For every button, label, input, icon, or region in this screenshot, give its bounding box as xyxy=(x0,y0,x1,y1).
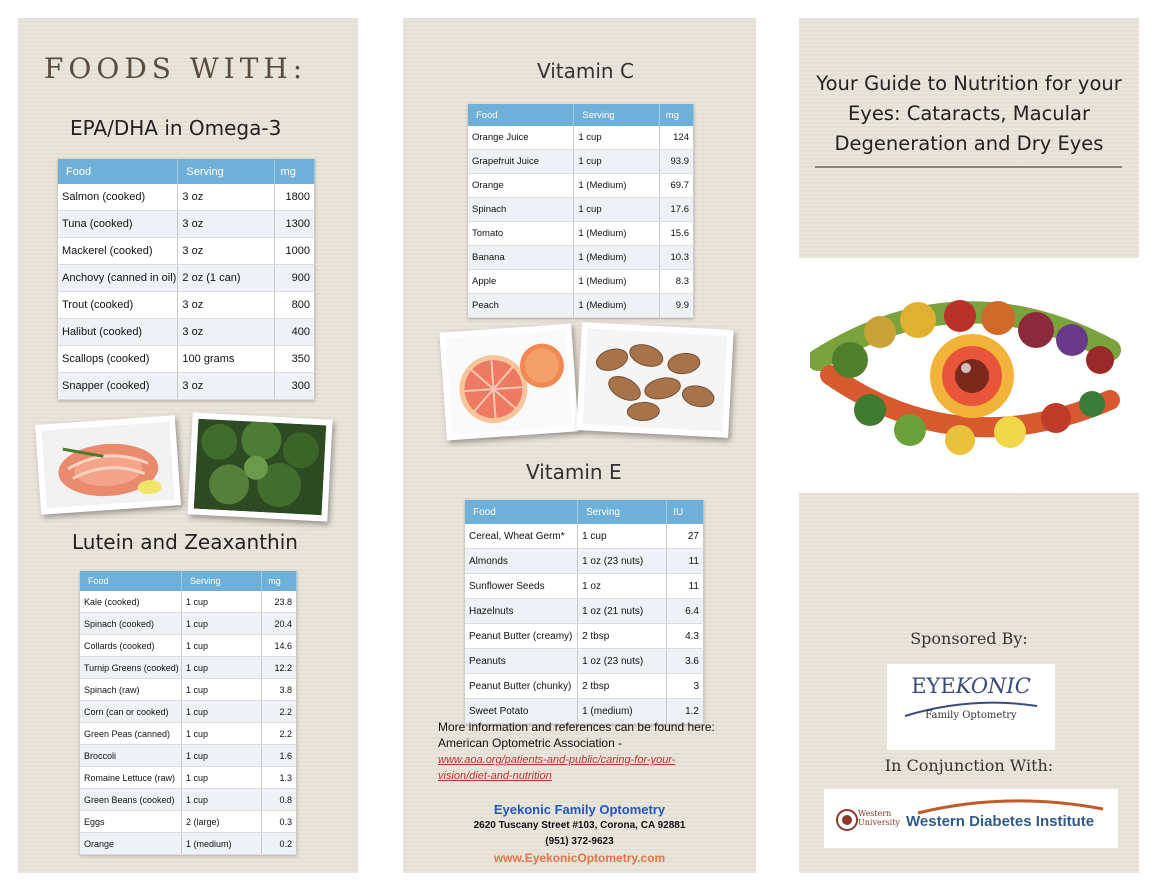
table-row xyxy=(80,591,297,613)
table-row xyxy=(465,624,704,649)
practice-name: Eyekonic Family Optometry xyxy=(493,802,666,817)
table-row xyxy=(80,723,297,745)
food-eye-image xyxy=(810,290,1125,460)
table-cell: 2.2 xyxy=(262,723,297,745)
table-cell: Romaine Lettuce (raw) xyxy=(80,767,181,789)
table-cell: Tomato xyxy=(468,222,574,246)
table-cell: Almonds xyxy=(465,549,578,574)
column-header: Food xyxy=(80,571,181,591)
table-row xyxy=(58,238,315,265)
table-cell: 14.6 xyxy=(262,635,297,657)
foods-with-heading: FOODS WITH: xyxy=(44,52,308,85)
table-cell: 17.6 xyxy=(659,198,693,222)
table-header-row xyxy=(465,500,704,524)
table-cell: 1 cup xyxy=(181,657,261,679)
table-cell: 10.3 xyxy=(659,246,693,270)
table-cell: 1 cup xyxy=(181,767,261,789)
table-cell: 1 (medium) xyxy=(578,699,667,724)
table-cell: 8.3 xyxy=(659,270,693,294)
table-cell: Hazelnuts xyxy=(465,599,578,624)
sponsored-by-label: Sponsored By: xyxy=(910,629,1028,648)
in-conjunction-label: In Conjunction With: xyxy=(884,756,1054,775)
table-cell: 69.7 xyxy=(659,174,693,198)
table-cell: 11 xyxy=(667,574,704,599)
table-cell: 350 xyxy=(274,346,314,373)
table-cell: Halibut (cooked) xyxy=(58,319,178,346)
food-eye-illustration xyxy=(810,290,1125,460)
table-cell: 1 oz xyxy=(578,574,667,599)
table-cell: Spinach xyxy=(468,198,574,222)
table-row xyxy=(468,150,694,174)
table-row xyxy=(468,294,694,318)
wu-seal-icon xyxy=(836,808,858,832)
table-cell: 900 xyxy=(274,265,314,292)
table-cell: 1 oz (23 nuts) xyxy=(578,649,667,674)
table-row xyxy=(468,246,694,270)
eyekonic-logo xyxy=(887,664,1055,750)
table-cell: 3 oz xyxy=(178,292,274,319)
table-cell: Scallops (cooked) xyxy=(58,346,178,373)
table-cell: Mackerel (cooked) xyxy=(58,238,178,265)
table-header-row xyxy=(468,104,694,126)
almonds-image xyxy=(583,328,728,431)
column-header: Serving xyxy=(181,571,261,591)
table-cell: Orange xyxy=(468,174,574,198)
table-cell: 11 xyxy=(667,549,704,574)
table-row xyxy=(58,346,315,373)
table-cell: 2.2 xyxy=(262,701,297,723)
table-row xyxy=(80,657,297,679)
table-row xyxy=(80,767,297,789)
aoa-link-block xyxy=(438,752,675,784)
table-cell: 1 (Medium) xyxy=(574,270,659,294)
table-cell: 2 (large) xyxy=(181,811,261,833)
logo-eye: EYE xyxy=(911,674,956,698)
table-row xyxy=(465,599,704,624)
column-header: mg xyxy=(659,104,693,126)
table-row xyxy=(465,574,704,599)
table-cell: 3 oz xyxy=(178,184,274,211)
column-header: Food xyxy=(468,104,574,126)
table-row xyxy=(58,265,315,292)
table-cell: 1 oz (21 nuts) xyxy=(578,599,667,624)
column-header: Serving xyxy=(178,159,274,184)
table-cell: 3 oz xyxy=(178,211,274,238)
title-underline xyxy=(815,166,1122,168)
table-cell: 1 (Medium) xyxy=(574,246,659,270)
table-cell: Grapefruit Juice xyxy=(468,150,574,174)
table-cell: Banana xyxy=(468,246,574,270)
table-row xyxy=(465,674,704,699)
table-cell: Eggs xyxy=(80,811,181,833)
table-header-row xyxy=(58,159,315,184)
table-cell: 0.3 xyxy=(262,811,297,833)
omega-section-title: EPA/DHA in Omega-3 xyxy=(70,116,282,140)
table-row xyxy=(58,319,315,346)
table-cell: 3.8 xyxy=(262,679,297,701)
column-header: IU xyxy=(667,500,704,524)
kale-photo xyxy=(187,412,332,521)
table-row xyxy=(465,524,704,549)
table-cell: 1 (Medium) xyxy=(574,222,659,246)
table-cell: 1 cup xyxy=(181,635,261,657)
wdi-swoosh-icon xyxy=(908,795,1108,815)
lutein-table xyxy=(80,571,297,855)
table-cell: Sunflower Seeds xyxy=(465,574,578,599)
table-cell: Green Beans (cooked) xyxy=(80,789,181,811)
table-cell: 93.9 xyxy=(659,150,693,174)
table-cell: 12.2 xyxy=(262,657,297,679)
vitamin-e-table xyxy=(465,500,704,724)
table-row xyxy=(468,270,694,294)
right-sponsor-panel xyxy=(799,493,1139,873)
table-cell: 27 xyxy=(667,524,704,549)
table-cell: Turnip Greens (cooked) xyxy=(80,657,181,679)
table-cell: 1 cup xyxy=(578,524,667,549)
table-cell: 2 oz (1 can) xyxy=(178,265,274,292)
lutein-section-title: Lutein and Zeaxanthin xyxy=(72,530,298,554)
table-cell: Snapper (cooked) xyxy=(58,373,178,400)
table-cell: Peanut Butter (creamy) xyxy=(465,624,578,649)
table-row xyxy=(58,184,315,211)
left-panel xyxy=(18,18,358,873)
table-header-row xyxy=(80,571,297,591)
column-header: Serving xyxy=(574,104,659,126)
table-cell: Corn (can or cooked) xyxy=(80,701,181,723)
table-row xyxy=(465,649,704,674)
table-cell: Orange xyxy=(80,833,181,855)
table-cell: 124 xyxy=(659,126,693,150)
table-cell: 1 (Medium) xyxy=(574,294,659,318)
table-cell: 1 (medium) xyxy=(181,833,261,855)
column-header: Food xyxy=(465,500,578,524)
table-cell: 4.3 xyxy=(667,624,704,649)
table-cell: 2 tbsp xyxy=(578,624,667,649)
table-cell: Cereal, Wheat Germ* xyxy=(465,524,578,549)
table-cell: 1 oz (23 nuts) xyxy=(578,549,667,574)
table-row xyxy=(80,679,297,701)
table-cell: Sweet Potato xyxy=(465,699,578,724)
salmon-image xyxy=(41,422,174,509)
table-cell: 15.6 xyxy=(659,222,693,246)
table-cell: 1 cup xyxy=(574,150,659,174)
table-row xyxy=(58,373,315,400)
table-cell: Spinach (raw) xyxy=(80,679,181,701)
table-cell: Peanuts xyxy=(465,649,578,674)
table-row xyxy=(468,174,694,198)
wu-wordmark xyxy=(858,809,900,827)
table-cell: 3 oz xyxy=(178,319,274,346)
table-cell: Green Peas (canned) xyxy=(80,723,181,745)
middle-panel xyxy=(403,18,756,873)
vitamin-e-title: Vitamin E xyxy=(526,460,622,484)
grapefruit-photo xyxy=(439,324,578,441)
table-row xyxy=(468,222,694,246)
table-cell: 100 grams xyxy=(178,346,274,373)
table-cell: 1.2 xyxy=(667,699,704,724)
aoa-link-line2[interactable]: vision/diet-and-nutrition xyxy=(438,770,552,782)
table-row xyxy=(80,745,297,767)
salmon-photo xyxy=(35,415,181,515)
table-cell: Collards (cooked) xyxy=(80,635,181,657)
table-cell: Spinach (cooked) xyxy=(80,613,181,635)
more-info-text: More information and references can be found here: American Optometric Association - xyxy=(438,720,715,750)
table-cell: 3 oz xyxy=(178,238,274,265)
practice-address: 2620 Tuscany Street #103, Corona, CA 92881 xyxy=(473,820,686,831)
table-cell: Anchovy (canned in oil) xyxy=(58,265,178,292)
table-row xyxy=(468,198,694,222)
table-cell: Peanut Butter (chunky) xyxy=(465,674,578,699)
table-cell: 1 cup xyxy=(181,723,261,745)
table-cell: Broccoli xyxy=(80,745,181,767)
table-cell: 1 cup xyxy=(181,679,261,701)
table-cell: Trout (cooked) xyxy=(58,292,178,319)
table-cell: 3 oz xyxy=(178,373,274,400)
table-cell: Peach xyxy=(468,294,574,318)
practice-website[interactable]: www.EyekonicOptometry.com xyxy=(493,851,666,865)
table-row xyxy=(80,833,297,855)
vitamin-c-title: Vitamin C xyxy=(537,59,634,83)
table-cell: 300 xyxy=(274,373,314,400)
column-header: mg xyxy=(262,571,297,591)
wdi-logo xyxy=(824,789,1118,848)
table-cell: Kale (cooked) xyxy=(80,591,181,613)
table-cell: 6.4 xyxy=(667,599,704,624)
table-cell: 1.3 xyxy=(262,767,297,789)
table-cell: 1 cup xyxy=(574,198,659,222)
table-row xyxy=(80,789,297,811)
column-header: Food xyxy=(58,159,178,184)
table-cell: 1 cup xyxy=(181,591,261,613)
logo-subtitle: Family Optometry xyxy=(925,710,1017,721)
table-row xyxy=(465,549,704,574)
table-cell: Salmon (cooked) xyxy=(58,184,178,211)
table-cell: Tuna (cooked) xyxy=(58,211,178,238)
table-cell: 23.8 xyxy=(262,591,297,613)
column-header: mg xyxy=(274,159,314,184)
guide-title: Your Guide to Nutrition for your Eyes: Cataracts, Macular Degeneration and Dry Eyes xyxy=(816,72,1122,155)
omega-table xyxy=(58,159,315,400)
wdi-name: Western Diabetes Institute xyxy=(906,813,1095,830)
right-title-panel xyxy=(799,18,1139,258)
table-cell: 3.6 xyxy=(667,649,704,674)
wu-line2: University xyxy=(858,818,900,827)
table-cell: Apple xyxy=(468,270,574,294)
table-row xyxy=(58,292,315,319)
table-cell: 0.2 xyxy=(262,833,297,855)
table-cell: 1000 xyxy=(274,238,314,265)
table-row xyxy=(80,811,297,833)
table-cell: 1 cup xyxy=(574,126,659,150)
table-cell: 1800 xyxy=(274,184,314,211)
table-cell: 1 cup xyxy=(181,789,261,811)
table-cell: 1 cup xyxy=(181,701,261,723)
wu-line1: Western xyxy=(858,809,892,818)
table-cell: 20.4 xyxy=(262,613,297,635)
practice-phone: (951) 372-9623 xyxy=(545,836,614,847)
table-cell: 2 tbsp xyxy=(578,674,667,699)
table-cell: 0.8 xyxy=(262,789,297,811)
column-header: Serving xyxy=(578,500,667,524)
table-cell: 1 cup xyxy=(181,613,261,635)
table-cell: 1 (Medium) xyxy=(574,174,659,198)
table-cell: 400 xyxy=(274,319,314,346)
table-row xyxy=(80,613,297,635)
table-row xyxy=(468,126,694,150)
table-cell: 1.6 xyxy=(262,745,297,767)
table-row xyxy=(80,635,297,657)
almonds-photo xyxy=(576,322,733,438)
grapefruit-image xyxy=(446,330,572,434)
table-cell: 1300 xyxy=(274,211,314,238)
table-cell: 3 xyxy=(667,674,704,699)
logo-konic: KONIC xyxy=(955,674,1031,698)
aoa-link-line1[interactable]: www.aoa.org/patients-and-public/caring-for-your- xyxy=(438,754,676,766)
table-cell: 800 xyxy=(274,292,314,319)
table-cell: 1 cup xyxy=(181,745,261,767)
table-cell: Orange Juice xyxy=(468,126,574,150)
kale-image xyxy=(194,419,327,516)
table-row xyxy=(58,211,315,238)
vitamin-c-table xyxy=(468,104,694,318)
table-cell: 9.9 xyxy=(659,294,693,318)
table-row xyxy=(80,701,297,723)
